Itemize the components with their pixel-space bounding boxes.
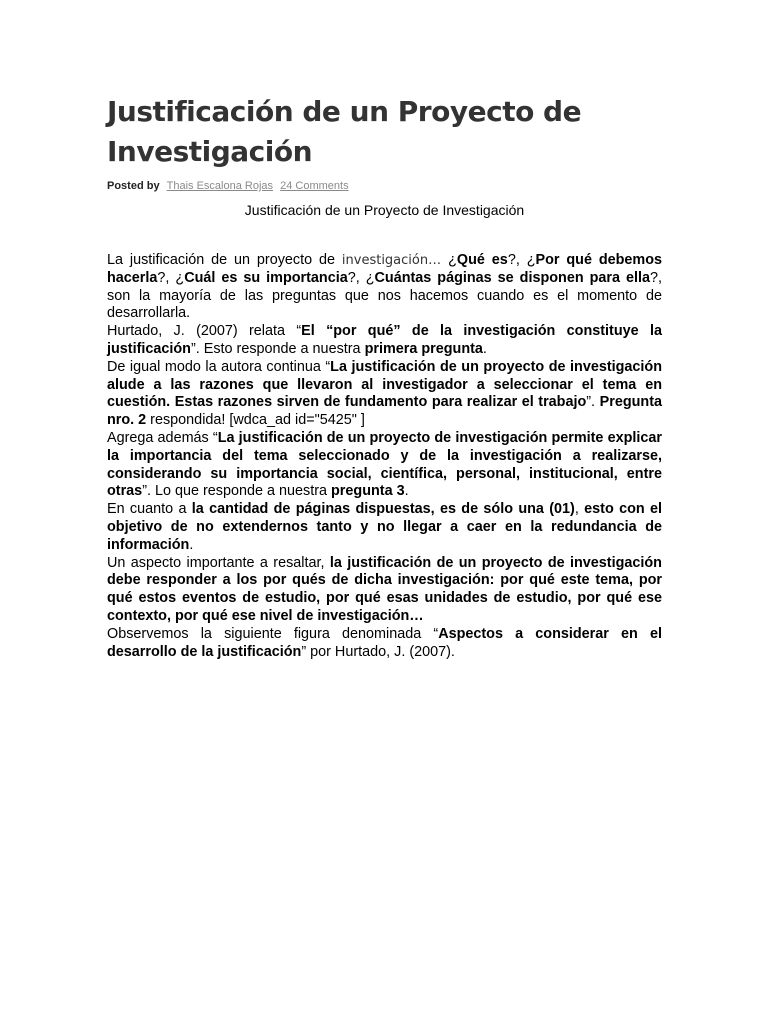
article-subtitle: Justificación de un Proyecto de Investigación	[244, 202, 525, 218]
post-meta	[107, 180, 662, 192]
bold-text: La justificación de un proyecto de investigación permite explicar la importancia del tema seleccionado y de la investigación a realizarse, considerando su importancia social, científica, personal, institucional, entre otras	[107, 429, 662, 500]
bold-text: El “por qué” de la investigación constituye la justificación	[107, 323, 662, 357]
article-body	[107, 252, 662, 661]
text-run: De igual modo la autora continua “	[107, 358, 331, 375]
posted-by-label: Posted by	[107, 180, 160, 192]
comments-link[interactable]: 24 Comments	[280, 180, 349, 192]
text-run: ?, son la mayoría de las preguntas que nos hacemos cuando es el momento de desarrollarla.	[107, 269, 663, 322]
bold-text: Pregunta nro. 2	[107, 394, 662, 429]
bold-text: Qué es	[456, 252, 508, 268]
bold-text: Cuántas páginas se disponen para ella	[374, 269, 651, 286]
bold-text: primera pregunta	[364, 340, 483, 357]
paragraph	[107, 359, 662, 430]
bold-text: pregunta 3	[331, 483, 405, 500]
bold-text: la cantidad de páginas dispuestas, es de sólo una (01)	[191, 501, 575, 518]
text-run: ”. Esto responde a nuestra	[190, 340, 365, 357]
bold-text: la justificación de un proyecto de investigación debe responder a los por qués de dicha investigación: por qué este tema, por qué estos eventos de estudio, por qué esas unidades de estudio, por qué ese contexto, por qué ese nivel de investigación…	[107, 554, 662, 624]
paragraph	[107, 501, 662, 554]
text-run: ”.	[586, 394, 600, 411]
bold-text: La justificación de un proyecto de investigación alude a las razones que llevaron al investigador a seleccionar el tema en cuestión. Estas razones sirven de fundamento para realizar el trabajo	[107, 358, 662, 411]
text-run: ,	[574, 501, 585, 518]
paragraph	[107, 430, 662, 501]
bold-text: Por qué debemos hacerla	[107, 252, 663, 286]
text-run: ” por Hurtado, J. (2007).	[301, 643, 455, 660]
text-run: En cuanto a	[107, 501, 192, 518]
paragraph	[107, 252, 662, 323]
text-run: ¿	[448, 252, 457, 268]
text-run: La justificación de un proyecto de	[107, 252, 342, 268]
text-run: ?, ¿	[157, 269, 185, 286]
text-run: .	[404, 483, 409, 500]
text-run: ?, ¿	[507, 252, 536, 268]
paragraph	[107, 626, 662, 662]
bold-text: esto con el objetivo de no extendernos tanto y no llegar a caer en la redundancia de información	[107, 501, 662, 553]
author-link[interactable]: Thais Escalona Rojas	[166, 180, 274, 192]
text-run: ?, ¿	[347, 269, 375, 286]
paragraph	[107, 555, 662, 626]
text-run: Agrega además “	[107, 429, 218, 446]
page-title: Justificación de un Proyecto de Investigación	[107, 95, 582, 168]
bold-text: Aspectos a considerar en el desarrollo de la justificación	[107, 625, 662, 660]
text-run: Hurtado, J. (2007) relata “	[107, 323, 302, 340]
text-run: Un aspecto importante a resaltar,	[107, 554, 330, 571]
text-run: ”. Lo que responde a nuestra	[142, 483, 332, 500]
paragraph	[107, 323, 662, 359]
text-run: Observemos la siguiente figura denominada “	[107, 625, 439, 642]
bold-text: Cuál es su importancia	[184, 269, 348, 286]
text-run: investigación…	[341, 253, 449, 268]
text-run: .	[189, 536, 194, 553]
text-run: .	[482, 340, 487, 357]
text-run: respondida! [wdca_ad id="5425" ]	[146, 412, 365, 429]
